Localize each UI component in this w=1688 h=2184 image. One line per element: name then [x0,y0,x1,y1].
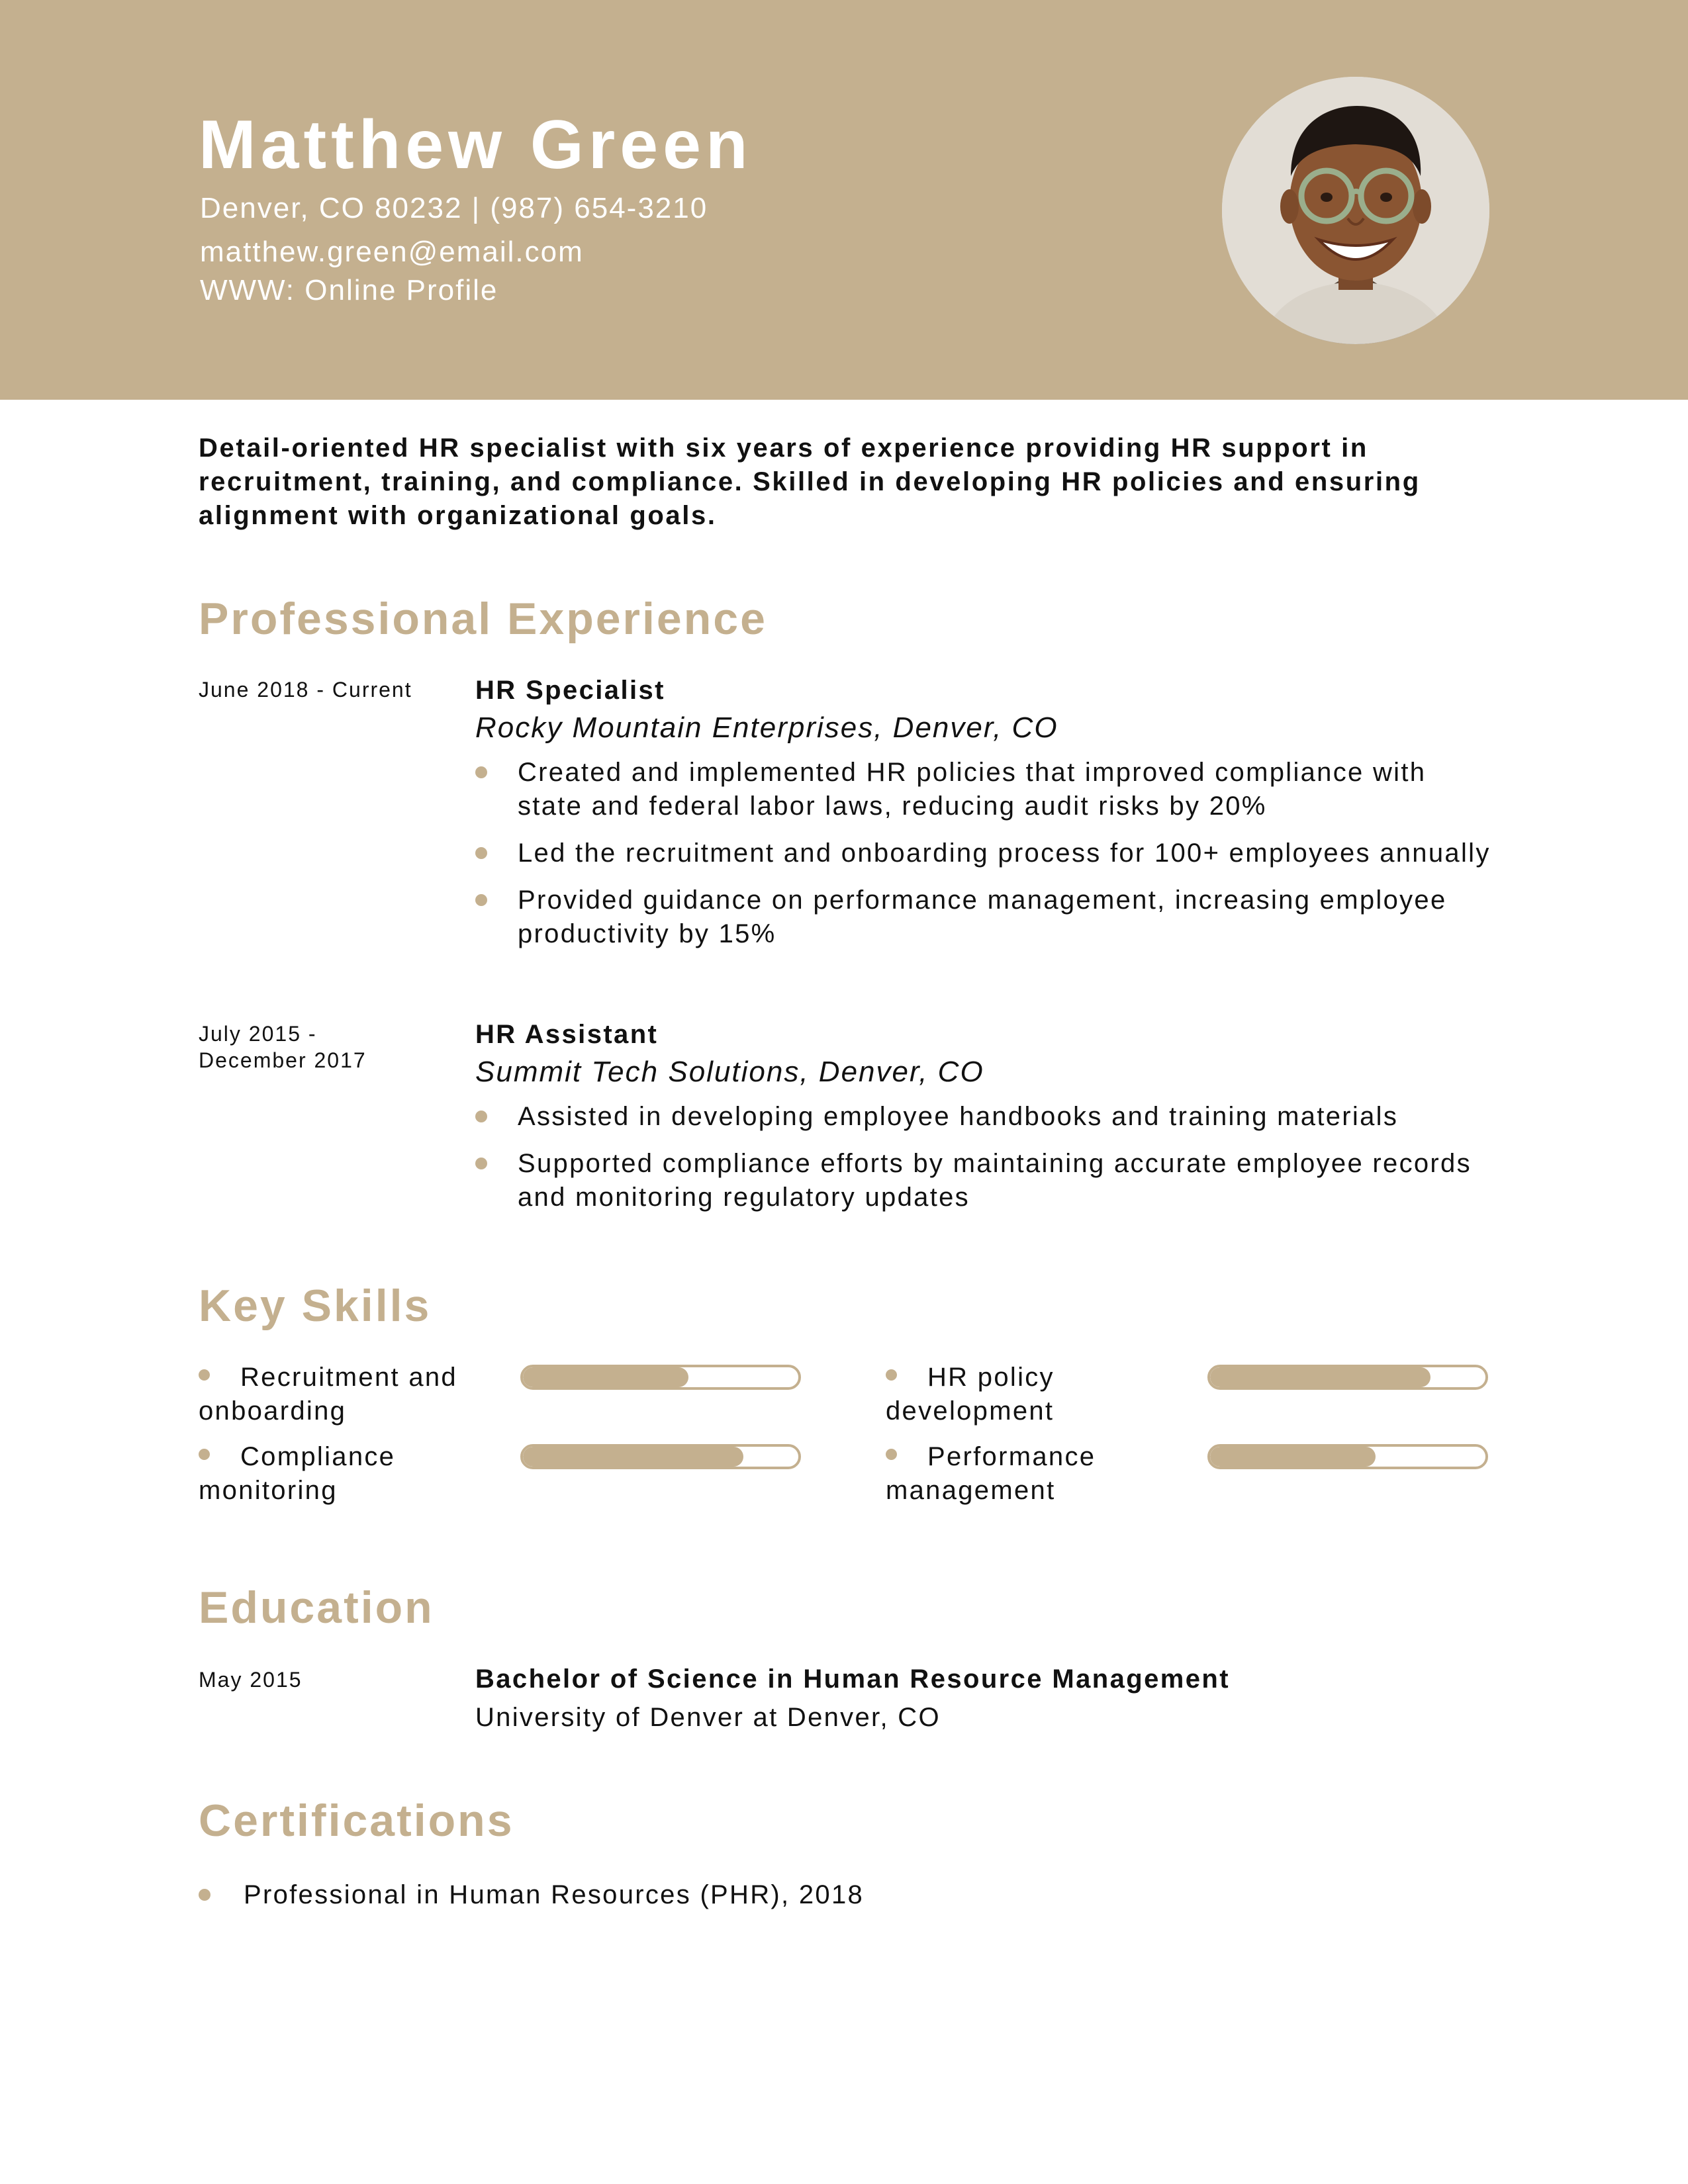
bullet-dot-icon [199,1889,211,1901]
job-role: HR Specialist [475,676,665,705]
bullet-dot-icon [886,1369,897,1381]
list-item [199,1878,864,1911]
skill-level-fill [523,1447,743,1467]
bullet-dot-icon [475,1111,487,1122]
headshot-photo [1222,77,1489,344]
bullet-text: Supported compliance efforts by maintaining accurate employee records and monitoring regulatory updates [518,1149,1472,1212]
professional-summary: Detail-oriented HR specialist with six years of experience providing HR support in recruitment, training, and compliance. Skilled in developing HR policies and ensuring alignment with organizational goals. [199,433,1421,530]
job-entry [475,1018,1495,1228]
list-item [475,756,1495,823]
list-item [475,884,1495,951]
job-date [199,1021,367,1073]
education-entry [475,1662,1495,1734]
experience-heading: Professional Experience [199,594,767,644]
bullet-dot-icon [475,766,487,778]
bullet-text: Assisted in developing employee handbooks and training materials [518,1102,1399,1131]
bullet-dot-icon [886,1449,897,1460]
job-company: Summit Tech Solutions, Denver, CO [475,1056,984,1088]
job-bullets [475,756,1495,951]
skill-label: Recruitment and onboarding [199,1363,457,1426]
job-date-line: December 2017 [199,1048,367,1072]
bullet-text: Created and implemented HR policies that improved compliance with state and federal labor laws, reducing audit risks by 20% [518,758,1427,821]
job-entry [475,674,1495,964]
candidate-name: Matthew Green [199,107,753,183]
job-company: Rocky Mountain Enterprises, Denver, CO [475,711,1058,744]
bullet-dot-icon [199,1449,210,1460]
job-date-line: July 2015 - [199,1022,317,1046]
email-link[interactable]: matthew.green@email.com [200,236,584,268]
skill-level-bar [520,1444,801,1469]
skill-level-fill [523,1367,688,1387]
education-heading: Education [199,1582,434,1633]
skills-heading: Key Skills [199,1281,432,1331]
website-link[interactable]: WWW: Online Profile [200,274,498,306]
bullet-text: Provided guidance on performance management, increasing employee productivity by 15% [518,886,1447,948]
list-item [475,1147,1495,1214]
skill-label: HR policy development [886,1363,1055,1426]
education-date: May 2015 [199,1668,303,1692]
education-degree: Bachelor of Science in Human Resource Management [475,1664,1230,1694]
skill-level-bar [1207,1365,1488,1390]
job-date: June 2018 - Current [199,678,412,702]
skill-level-bar [1207,1444,1488,1469]
skill-level-fill [1210,1367,1430,1387]
skill-level-bar [520,1365,801,1390]
skill-label: Performance management [886,1442,1096,1505]
certification-text: Professional in Human Resources (PHR), 2018 [244,1880,865,1909]
list-item [475,837,1495,870]
headshot-illustration [1222,77,1489,344]
bullet-dot-icon [475,894,487,906]
bullet-dot-icon [475,1158,487,1169]
bullet-dot-icon [475,847,487,859]
location-phone: Denver, CO 80232 | (987) 654-3210 [200,192,708,224]
job-bullets [475,1100,1495,1214]
skill-level-fill [1210,1447,1376,1467]
certifications-heading: Certifications [199,1796,514,1846]
bullet-dot-icon [199,1369,210,1381]
job-role: HR Assistant [475,1020,659,1049]
education-school: University of Denver at Denver, CO [475,1703,941,1732]
skill-label: Compliance monitoring [199,1442,396,1505]
list-item [475,1100,1495,1134]
bullet-text: Led the recruitment and onboarding process for 100+ employees annually [518,839,1491,868]
